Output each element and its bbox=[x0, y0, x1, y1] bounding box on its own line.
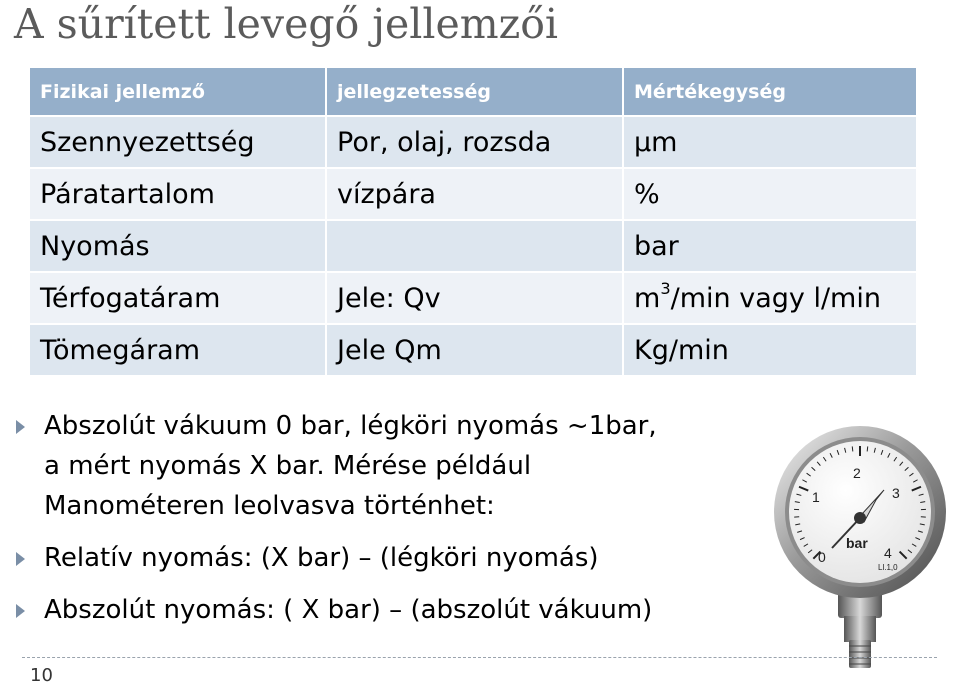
bullet-item bbox=[10, 590, 770, 630]
gauge-label-1: 1 bbox=[812, 489, 820, 505]
cell-unit: μm bbox=[624, 117, 916, 167]
unit-superscript: 3 bbox=[660, 278, 671, 298]
cell-feature: Jele: Qv bbox=[327, 273, 622, 323]
table-row bbox=[30, 117, 916, 167]
gauge-label-2: 2 bbox=[853, 465, 861, 481]
gauge-tick bbox=[852, 446, 853, 451]
bullet-line: a mért nyomás X bar. Mérése például bbox=[44, 451, 532, 481]
cell-property: Szennyezettség bbox=[30, 117, 325, 167]
cell-unit bbox=[624, 273, 916, 323]
cell-unit: Kg/min bbox=[624, 325, 916, 375]
gauge-label-4: 4 bbox=[884, 545, 892, 561]
slide-title: A sűrített levegő jellemzői bbox=[14, 0, 559, 48]
gauge-label-0: 0 bbox=[818, 549, 826, 565]
gauge-unit-label: bar bbox=[846, 535, 868, 551]
cell-feature: Por, olaj, rozsda bbox=[327, 117, 622, 167]
gauge-tick bbox=[867, 446, 868, 451]
unit-suffix: /min vagy l/min bbox=[670, 282, 881, 314]
unit-prefix: m bbox=[634, 282, 661, 314]
cell-property: Tömegáram bbox=[30, 325, 325, 375]
bullet-item bbox=[10, 406, 770, 526]
gauge-label-3: 3 bbox=[892, 485, 900, 501]
gauge-class-label: Ll.1,0 bbox=[878, 563, 898, 572]
cell-property: Nyomás bbox=[30, 221, 325, 271]
table-row bbox=[30, 169, 916, 219]
cell-feature: vízpára bbox=[327, 169, 622, 219]
triangle-bullet-icon bbox=[16, 552, 25, 566]
header-physical-property: Fizikai jellemző bbox=[30, 68, 325, 115]
header-unit: Mértékegység bbox=[624, 68, 916, 115]
bullet-line: Manométeren leolvasva történhet: bbox=[44, 491, 495, 521]
table-row bbox=[30, 325, 916, 375]
table-header-row bbox=[30, 68, 916, 115]
footer-divider bbox=[22, 657, 937, 658]
cell-property: Páratartalom bbox=[30, 169, 325, 219]
cell-unit: bar bbox=[624, 221, 916, 271]
header-feature: jellegzetesség bbox=[327, 68, 622, 115]
bullet-item bbox=[10, 538, 770, 578]
properties-table bbox=[28, 66, 918, 377]
gauge-stem bbox=[844, 616, 876, 642]
triangle-bullet-icon bbox=[16, 420, 25, 434]
bullet-line: Abszolút nyomás: ( X bar) – (abszolút vákuum) bbox=[44, 595, 653, 625]
triangle-bullet-icon bbox=[16, 604, 25, 618]
cell-property: Térfogatáram bbox=[30, 273, 325, 323]
bullet-line: Relatív nyomás: (X bar) – (légköri nyomás) bbox=[44, 543, 599, 573]
cell-unit: % bbox=[624, 169, 916, 219]
bullet-line: Abszolút vákuum 0 bar, légköri nyomás ~1bar, bbox=[44, 411, 657, 441]
table-row bbox=[30, 273, 916, 323]
table-row bbox=[30, 221, 916, 271]
cell-feature bbox=[327, 221, 622, 271]
bullet-list bbox=[10, 406, 770, 630]
manometer-image bbox=[772, 420, 948, 672]
gauge-needle-hub bbox=[854, 512, 866, 524]
page-number: 10 bbox=[30, 665, 53, 686]
cell-feature: Jele Qm bbox=[327, 325, 622, 375]
